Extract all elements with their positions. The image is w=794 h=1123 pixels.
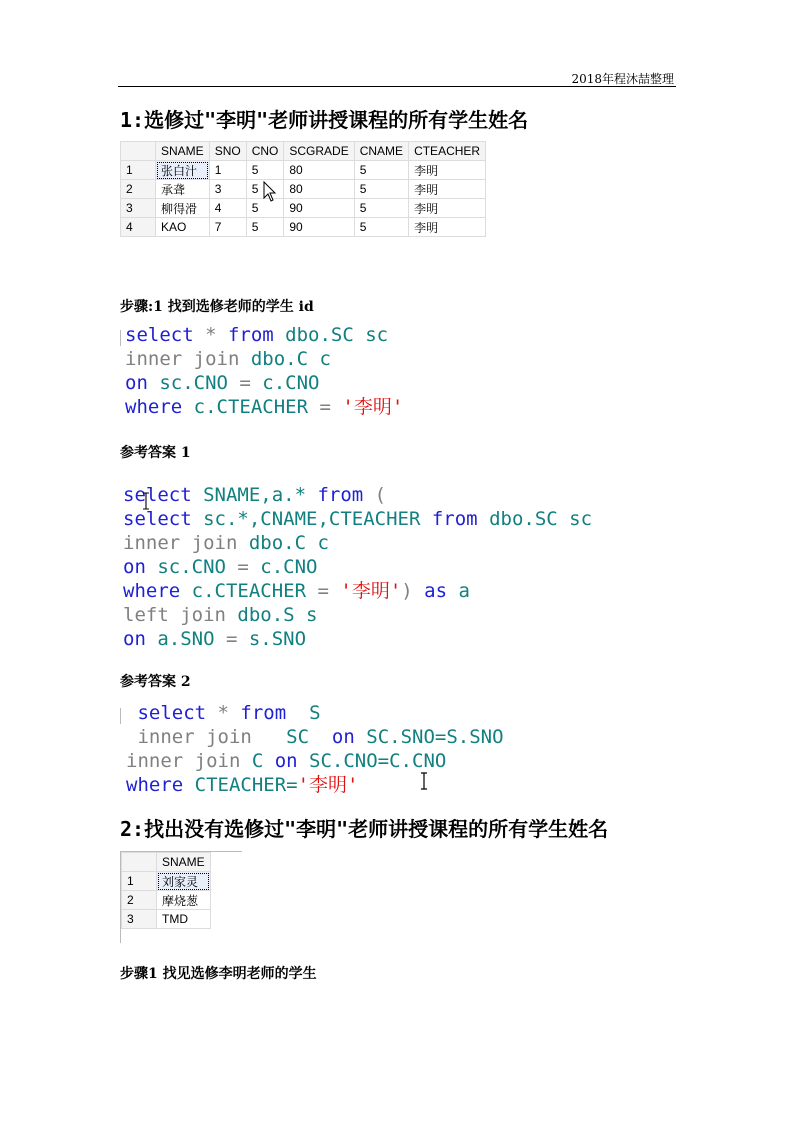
- code-token: a: [447, 580, 470, 602]
- code-token: *: [193, 324, 228, 346]
- row-number-cell[interactable]: 1: [122, 872, 157, 891]
- code-token: =: [308, 396, 343, 418]
- column-header[interactable]: SNO: [209, 142, 246, 161]
- row-number-cell[interactable]: 3: [121, 199, 156, 218]
- code-token: S: [286, 702, 321, 724]
- code-token: dbo.S s: [225, 604, 318, 626]
- code-line: [123, 483, 592, 507]
- code-line: [126, 701, 504, 725]
- code-token: dbo.SC sc: [477, 508, 593, 530]
- code-token: sc.*,CNAME,CTEACHER: [191, 508, 421, 530]
- table-cell[interactable]: 1: [209, 161, 246, 180]
- table-row[interactable]: [121, 218, 486, 237]
- code-token: c.CNO: [260, 556, 318, 578]
- code-token: sc.CNO: [145, 556, 226, 578]
- code-line: [125, 347, 403, 371]
- code-line: [123, 507, 592, 531]
- grid-header-row: [121, 142, 486, 161]
- answer1-label: 参考答案 1: [120, 445, 191, 461]
- code-token: a.SNO: [145, 628, 215, 650]
- table-cell[interactable]: 5: [246, 161, 284, 180]
- code-token: where: [126, 774, 184, 796]
- table-cell[interactable]: 张白汁: [156, 161, 210, 180]
- results-grid-2[interactable]: [121, 852, 211, 929]
- code-token: on: [125, 372, 148, 394]
- code-token: from: [240, 702, 287, 724]
- table-row[interactable]: [122, 891, 211, 910]
- code-token: where: [125, 396, 183, 418]
- table-row[interactable]: [122, 910, 211, 929]
- column-header[interactable]: CNO: [246, 142, 284, 161]
- code-token: CTEACHER=: [183, 774, 298, 796]
- code-token: C: [240, 750, 275, 772]
- header-divider: [118, 86, 676, 87]
- section1-title: 1:选修过"李明"老师讲授课程的所有学生姓名: [120, 108, 529, 132]
- code-token: as: [412, 580, 448, 602]
- text-cursor-icon: [419, 772, 429, 790]
- code-token: inner join: [125, 348, 240, 370]
- row-number-cell[interactable]: 4: [121, 218, 156, 237]
- code-line: [125, 395, 403, 419]
- code-token: inner join: [137, 726, 252, 748]
- row-number-header: [122, 853, 157, 872]
- step2-label: 步骤1 找见选修李明老师的学生: [120, 966, 317, 982]
- table-cell[interactable]: 刘家灵: [157, 872, 211, 891]
- code-token: c.CNO: [262, 372, 320, 394]
- editor-margin-bar: [120, 330, 121, 346]
- code-token: from: [420, 508, 478, 530]
- answer1-sql-code: [123, 483, 592, 651]
- code-token: SC: [251, 726, 332, 748]
- code-token: SNAME,a.*: [191, 484, 307, 506]
- answer2-label: 参考答案 2: [120, 674, 191, 690]
- table-cell[interactable]: 3: [209, 180, 246, 199]
- table-cell[interactable]: 李明: [409, 180, 486, 199]
- table-cell[interactable]: KAO: [156, 218, 210, 237]
- code-token: dbo.C c: [237, 532, 329, 554]
- code-token: c.CTEACHER: [182, 396, 309, 418]
- code-line: [123, 555, 592, 579]
- code-token: on: [123, 556, 146, 578]
- step1-sql-code: [125, 323, 403, 419]
- table-row[interactable]: [121, 161, 486, 180]
- code-token: inner join: [126, 750, 241, 772]
- answer2-sql-code: [126, 701, 504, 797]
- code-token: [126, 702, 137, 724]
- grid-header-row: [122, 853, 211, 872]
- row-number-cell[interactable]: 1: [121, 161, 156, 180]
- results-grid-1[interactable]: [120, 141, 486, 237]
- table-cell[interactable]: 5: [246, 218, 284, 237]
- code-token: =: [225, 556, 261, 578]
- header-text: 2018年程沐喆整理: [571, 72, 674, 86]
- table-cell[interactable]: 柳得滑: [156, 199, 210, 218]
- code-line: [126, 773, 504, 797]
- row-number-cell[interactable]: 3: [122, 910, 157, 929]
- code-token: SC.SNO=S.SNO: [354, 726, 504, 748]
- table-cell[interactable]: 李明: [409, 161, 486, 180]
- table-row[interactable]: [121, 199, 486, 218]
- table-cell[interactable]: TMD: [157, 910, 211, 929]
- code-token: left join: [123, 604, 226, 626]
- code-token: =: [227, 372, 263, 394]
- section2-title: 2:找出没有选修过"李明"老师讲授课程的所有学生姓名: [120, 817, 609, 841]
- code-token: SC.CNO=C.CNO: [297, 750, 447, 772]
- code-token: from: [306, 484, 364, 506]
- text-cursor-icon-2: [141, 492, 151, 510]
- column-header[interactable]: CTEACHER: [409, 142, 486, 161]
- table-row[interactable]: [121, 180, 486, 199]
- code-line: [123, 531, 592, 555]
- code-line: [123, 579, 592, 603]
- code-token: [126, 726, 137, 748]
- code-token: =: [306, 580, 341, 602]
- code-token: from: [227, 324, 274, 346]
- code-line: [123, 627, 592, 651]
- code-token: '李明': [342, 396, 404, 418]
- code-token: on: [274, 750, 298, 772]
- code-token: (: [363, 484, 387, 506]
- code-token: ): [401, 580, 413, 602]
- table-cell[interactable]: 80: [284, 161, 354, 180]
- code-token: s.SNO: [248, 628, 307, 650]
- code-token: sc.CNO: [147, 372, 228, 394]
- code-token: dbo.C c: [239, 348, 331, 370]
- column-header[interactable]: CNAME: [354, 142, 408, 161]
- editor-margin-bar-2: [120, 708, 121, 724]
- table-cell[interactable]: 李明: [409, 199, 486, 218]
- table-cell[interactable]: 李明: [409, 218, 486, 237]
- code-token: select: [125, 324, 194, 346]
- table-cell[interactable]: 7: [209, 218, 246, 237]
- code-token: on: [331, 726, 355, 748]
- table-cell[interactable]: 5: [354, 199, 408, 218]
- table-cell[interactable]: 承聋: [156, 180, 210, 199]
- table-cell[interactable]: 80: [284, 180, 354, 199]
- table-cell[interactable]: 90: [284, 218, 354, 237]
- table-cell[interactable]: 4: [209, 199, 246, 218]
- code-token: '李明': [297, 774, 359, 796]
- column-header[interactable]: SCGRADE: [284, 142, 354, 161]
- code-token: *: [206, 702, 241, 724]
- code-token: c.CTEACHER: [180, 580, 307, 602]
- code-token: inner join: [123, 532, 238, 554]
- code-line: [126, 725, 504, 749]
- table-cell[interactable]: 90: [284, 199, 354, 218]
- table-cell[interactable]: 5: [354, 218, 408, 237]
- table-cell[interactable]: 5: [246, 199, 284, 218]
- table-cell[interactable]: 5: [354, 180, 408, 199]
- row-number-header: [121, 142, 156, 161]
- code-line: [125, 323, 403, 347]
- code-token: where: [123, 580, 181, 602]
- table-cell[interactable]: 摩烧葱: [157, 891, 211, 910]
- code-line: [123, 603, 592, 627]
- code-line: [125, 371, 403, 395]
- code-line: [126, 749, 504, 773]
- step1-label: 步骤:1 找到选修老师的学生 id: [120, 299, 314, 315]
- code-token: dbo.SC sc: [273, 324, 389, 346]
- table-row[interactable]: [122, 872, 211, 891]
- table-cell[interactable]: 5: [354, 161, 408, 180]
- code-token: on: [123, 628, 146, 650]
- code-token: select: [123, 484, 192, 506]
- column-header[interactable]: SNAME: [156, 142, 210, 161]
- code-token: select: [123, 508, 192, 530]
- table-cell[interactable]: 5: [246, 180, 284, 199]
- code-token: =: [214, 628, 249, 650]
- code-token: '李明': [340, 580, 402, 602]
- mouse-pointer-icon: [263, 181, 277, 203]
- code-token: select: [137, 702, 207, 724]
- row-number-cell[interactable]: 2: [121, 180, 156, 199]
- row-number-cell[interactable]: 2: [122, 891, 157, 910]
- column-header[interactable]: SNAME: [157, 853, 211, 872]
